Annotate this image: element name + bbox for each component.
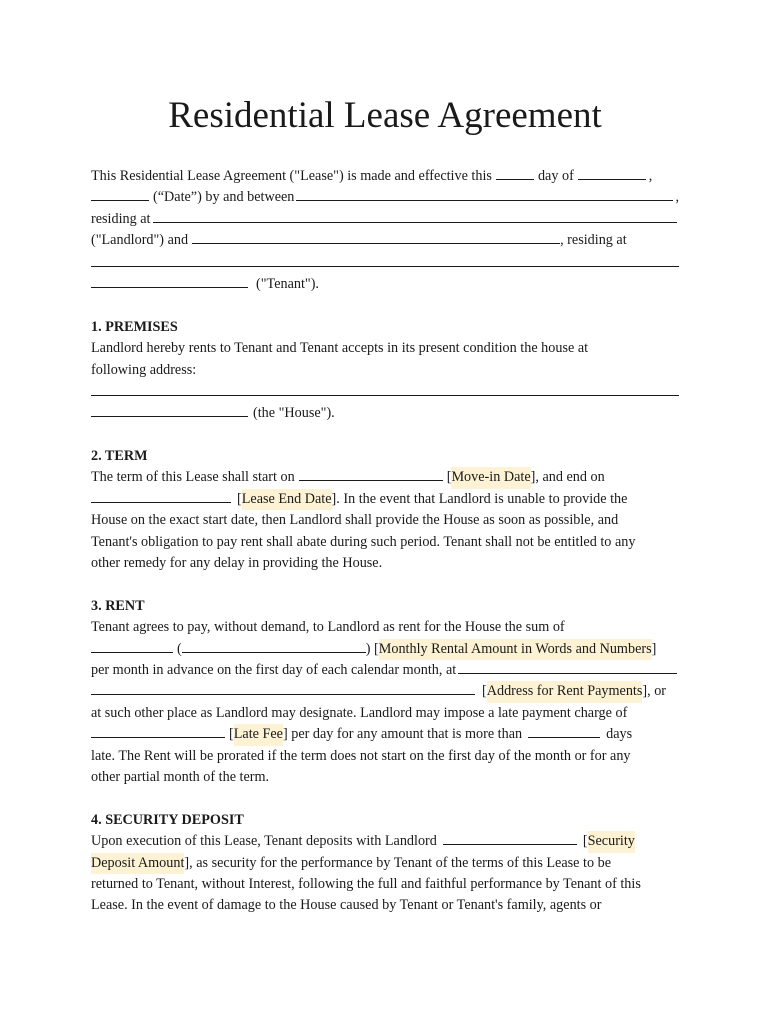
rent-line-2: ( ) [ Monthly Rental Amount in Words and Numbers ] — [91, 639, 679, 660]
premises-line-1: Landlord hereby rents to Tenant and Tenant accepts in its present condition the house at — [91, 340, 589, 357]
intro-line-6: ("Tenant"). — [91, 274, 679, 295]
rent-line-7: late. The Rent will be prorated if the term does not start on the first day of the month or for any — [91, 747, 631, 764]
deposit-line-1: Upon execution of this Lease, Tenant deposits with Landlord [ Security — [91, 831, 679, 852]
house-address-blank — [91, 381, 679, 396]
security-deposit-placeholder-1: Security — [588, 831, 635, 852]
tenant-name-blank — [192, 231, 560, 244]
day-blank — [496, 167, 534, 180]
monthly-rental-amount-placeholder: Monthly Rental Amount in Words and Numbers — [379, 639, 652, 660]
intro-line-2: (“Date”) by and between , — [91, 187, 679, 208]
deposit-line-4: Lease. In the event of damage to the House caused by Tenant or Tenant's family, agents or — [91, 897, 602, 914]
lease-end-date-placeholder: Lease End Date — [242, 489, 332, 510]
rent-address-blank-2 — [91, 682, 475, 695]
deposit-line-2: Deposit Amount ], as security for the performance by Tenant of the terms of this Lease to be — [91, 853, 679, 874]
landlord-address-blank — [153, 210, 678, 223]
rent-amount-words-blank — [91, 640, 173, 653]
section-heading-security-deposit: 4. SECURITY DEPOSIT — [91, 811, 244, 828]
late-fee-blank — [91, 725, 225, 738]
term-line-2: [ Lease End Date ]. In the event that Landlord is unable to provide the — [91, 489, 679, 510]
section-heading-term: 2. TERM — [91, 448, 148, 465]
intro-line-3: residing at — [91, 209, 679, 230]
premises-line-4: (the "House"). — [91, 403, 679, 424]
rent-line-8: other partial month of the term. — [91, 768, 270, 785]
intro-line-1: This Residential Lease Agreement ("Lease") is made and effective this day of , — [91, 168, 653, 184]
term-line-1: The term of this Lease shall start on [ Move-in Date ], and end on — [91, 467, 679, 488]
move-in-date-placeholder: Move-in Date — [451, 467, 530, 488]
late-days-blank — [528, 725, 600, 738]
rent-amount-numbers-blank — [182, 640, 366, 653]
month-blank — [578, 167, 646, 180]
late-fee-placeholder: Late Fee — [234, 724, 283, 745]
section-heading-rent: 3. RENT — [91, 597, 145, 614]
deposit-line-3: returned to Tenant, without Interest, following the full and faithful performance by Tenant of this — [91, 875, 641, 892]
tenant-address-blank-2 — [91, 275, 248, 288]
rent-line-4: [ Address for Rent Payments ], or — [91, 681, 679, 702]
address-for-rent-payments-placeholder: Address for Rent Payments — [487, 681, 643, 702]
security-deposit-placeholder-2: Deposit Amount — [91, 853, 184, 874]
term-line-4: Tenant's obligation to pay rent shall abate during such period. Tenant shall not be entitled to any — [91, 533, 636, 550]
rent-line-5: at such other place as Landlord may designate. Landlord may impose a late payment charge of — [91, 704, 628, 721]
landlord-name-blank — [296, 188, 673, 201]
term-line-3: House on the exact start date, then Landlord shall provide the House as soon as possible, and — [91, 512, 619, 529]
document-title: Residential Lease Agreement — [168, 95, 602, 136]
end-date-blank — [91, 490, 231, 503]
section-heading-premises: 1. PREMISES — [91, 318, 178, 335]
rent-line-1: Tenant agrees to pay, without demand, to Landlord as rent for the House the sum of — [91, 619, 565, 636]
intro-line-4: ("Landlord") and , residing at — [91, 232, 627, 249]
start-date-blank — [299, 468, 443, 481]
tenant-address-blank — [91, 252, 679, 267]
date-blank — [91, 188, 149, 201]
house-address-blank-2 — [91, 404, 248, 417]
premises-line-2: following address: — [91, 361, 197, 378]
rent-address-blank — [458, 661, 677, 674]
term-line-5: other remedy for any delay in providing the House. — [91, 555, 383, 572]
rent-line-6: [ Late Fee ] per day for any amount that is more than days — [91, 724, 679, 745]
document-body — [91, 166, 679, 917]
rent-line-3: per month in advance on the first day of each calendar month, at — [91, 660, 679, 681]
deposit-amount-blank — [443, 832, 577, 845]
